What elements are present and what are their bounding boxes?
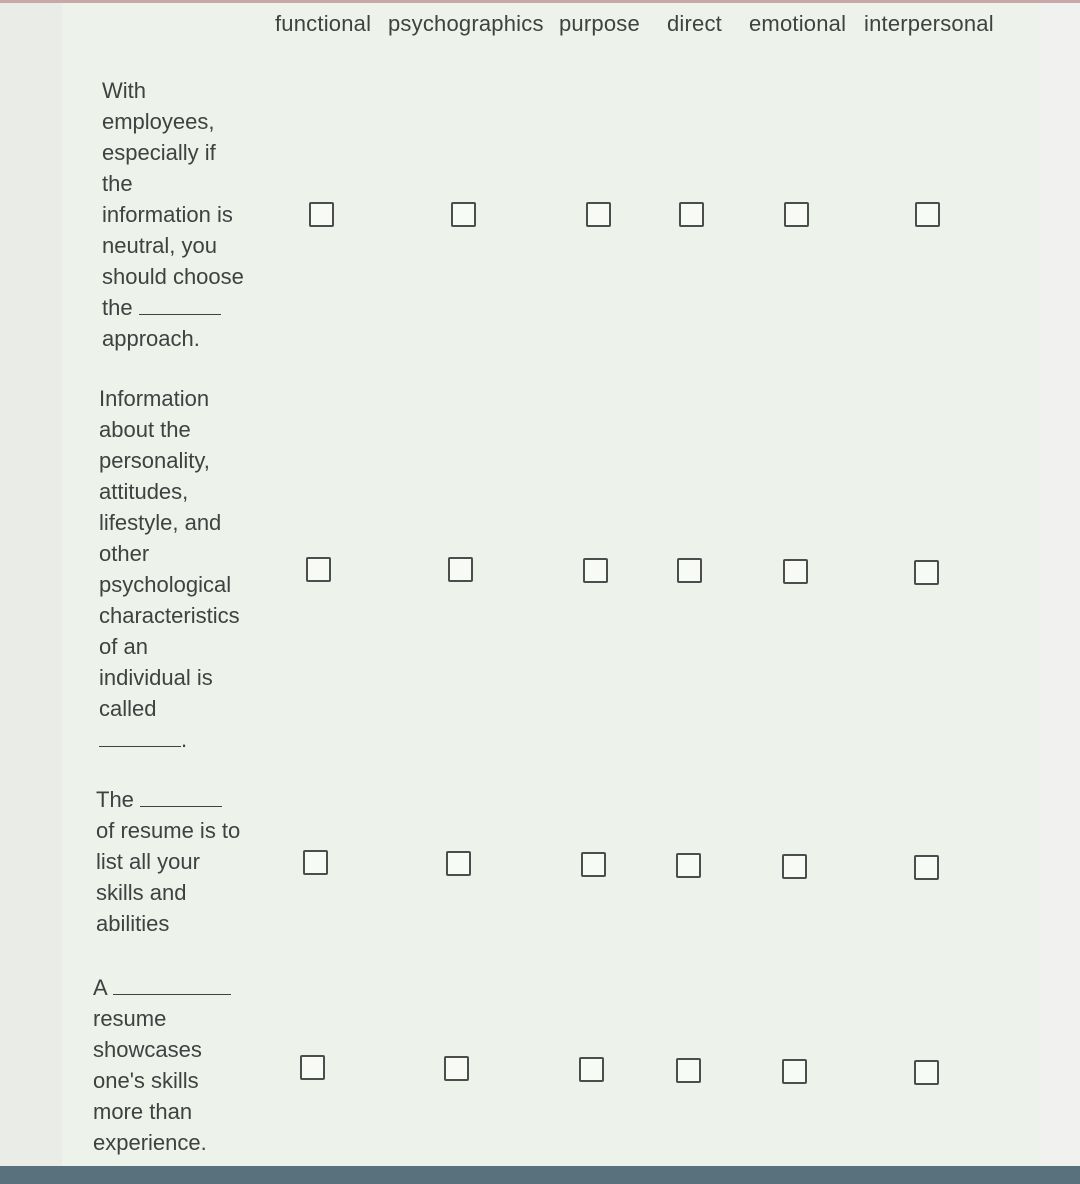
question-1-line: especially if [102,140,216,165]
q1-psychographics-checkbox[interactable] [451,202,476,227]
q3-emotional-checkbox[interactable] [782,854,807,879]
question-4-text [93,972,268,1158]
q2-interpersonal-checkbox[interactable] [914,560,939,585]
q4-purpose-checkbox[interactable] [579,1057,604,1082]
question-1-line [102,292,277,323]
question-1-line: neutral, you [102,233,217,258]
q4-direct-checkbox[interactable] [676,1058,701,1083]
q3-purpose-checkbox[interactable] [581,852,606,877]
left-margin [0,3,62,1166]
question-1-line: approach. [102,326,200,351]
column-header-interpersonal: interpersonal [864,11,994,36]
question-2-line: characteristics [99,603,240,628]
q2-psychographics-checkbox[interactable] [448,557,473,582]
question-2-line: Information [99,386,210,411]
question-1-line: With [102,78,146,103]
question-1-word: the [102,295,133,320]
q1-purpose-checkbox[interactable] [586,202,611,227]
q2-functional-checkbox[interactable] [306,557,331,582]
question-3-line: list all your [96,849,200,874]
answer-blank [140,788,222,807]
question-2-line: attitudes, [99,479,189,504]
question-3-word: The [96,787,134,812]
question-2-line: other [99,541,150,566]
question-2-line: psychological [99,572,232,597]
question-4-line: more than [93,1099,193,1124]
column-header-psychographics: psychographics [388,11,544,36]
column-header-direct: direct [667,11,722,36]
question-2-line: individual is [99,665,213,690]
q4-psychographics-checkbox[interactable] [444,1056,469,1081]
column-header-functional: functional [275,11,372,36]
question-3-line [96,784,271,815]
answer-blank [139,296,221,315]
question-2-line: lifestyle, and [99,510,222,535]
question-1-line: should choose [102,264,244,289]
question-4-line [93,972,268,1003]
question-1-line: employees, [102,109,215,134]
q1-emotional-checkbox[interactable] [784,202,809,227]
q2-direct-checkbox[interactable] [677,558,702,583]
q1-interpersonal-checkbox[interactable] [915,202,940,227]
answer-blank [99,728,181,747]
q2-purpose-checkbox[interactable] [583,558,608,583]
question-2-line: of an [99,634,148,659]
q3-direct-checkbox[interactable] [676,853,701,878]
q1-functional-checkbox[interactable] [309,202,334,227]
question-4-line: showcases [93,1037,202,1062]
question-4-line: resume [93,1006,167,1031]
column-header-emotional: emotional [749,11,847,36]
question-2-period: . [181,727,188,752]
q3-functional-checkbox[interactable] [303,850,328,875]
question-4-line: experience. [93,1130,207,1155]
question-2-line: called [99,696,157,721]
question-3-line: skills and [96,880,187,905]
question-2-text [99,383,274,755]
question-1-line: information is [102,202,233,227]
question-1-text [102,75,277,354]
q1-direct-checkbox[interactable] [679,202,704,227]
question-1-line: the [102,171,133,196]
right-margin [1041,3,1080,1166]
column-header-row [0,11,1080,41]
question-3-line: of resume is to [96,818,241,843]
question-2-line: personality, [99,448,210,473]
q4-interpersonal-checkbox[interactable] [914,1060,939,1085]
q3-interpersonal-checkbox[interactable] [914,855,939,880]
q3-psychographics-checkbox[interactable] [446,851,471,876]
q2-emotional-checkbox[interactable] [783,559,808,584]
q4-emotional-checkbox[interactable] [782,1059,807,1084]
column-header-purpose: purpose [559,11,640,36]
q4-functional-checkbox[interactable] [300,1055,325,1080]
question-3-line: abilities [96,911,170,936]
bottom-taskbar [0,1166,1080,1184]
question-4-line: one's skills [93,1068,199,1093]
answer-blank [113,976,231,995]
question-2-line [99,724,274,755]
question-3-text [96,784,271,939]
question-2-line: about the [99,417,191,442]
question-4-word: A [93,975,107,1000]
